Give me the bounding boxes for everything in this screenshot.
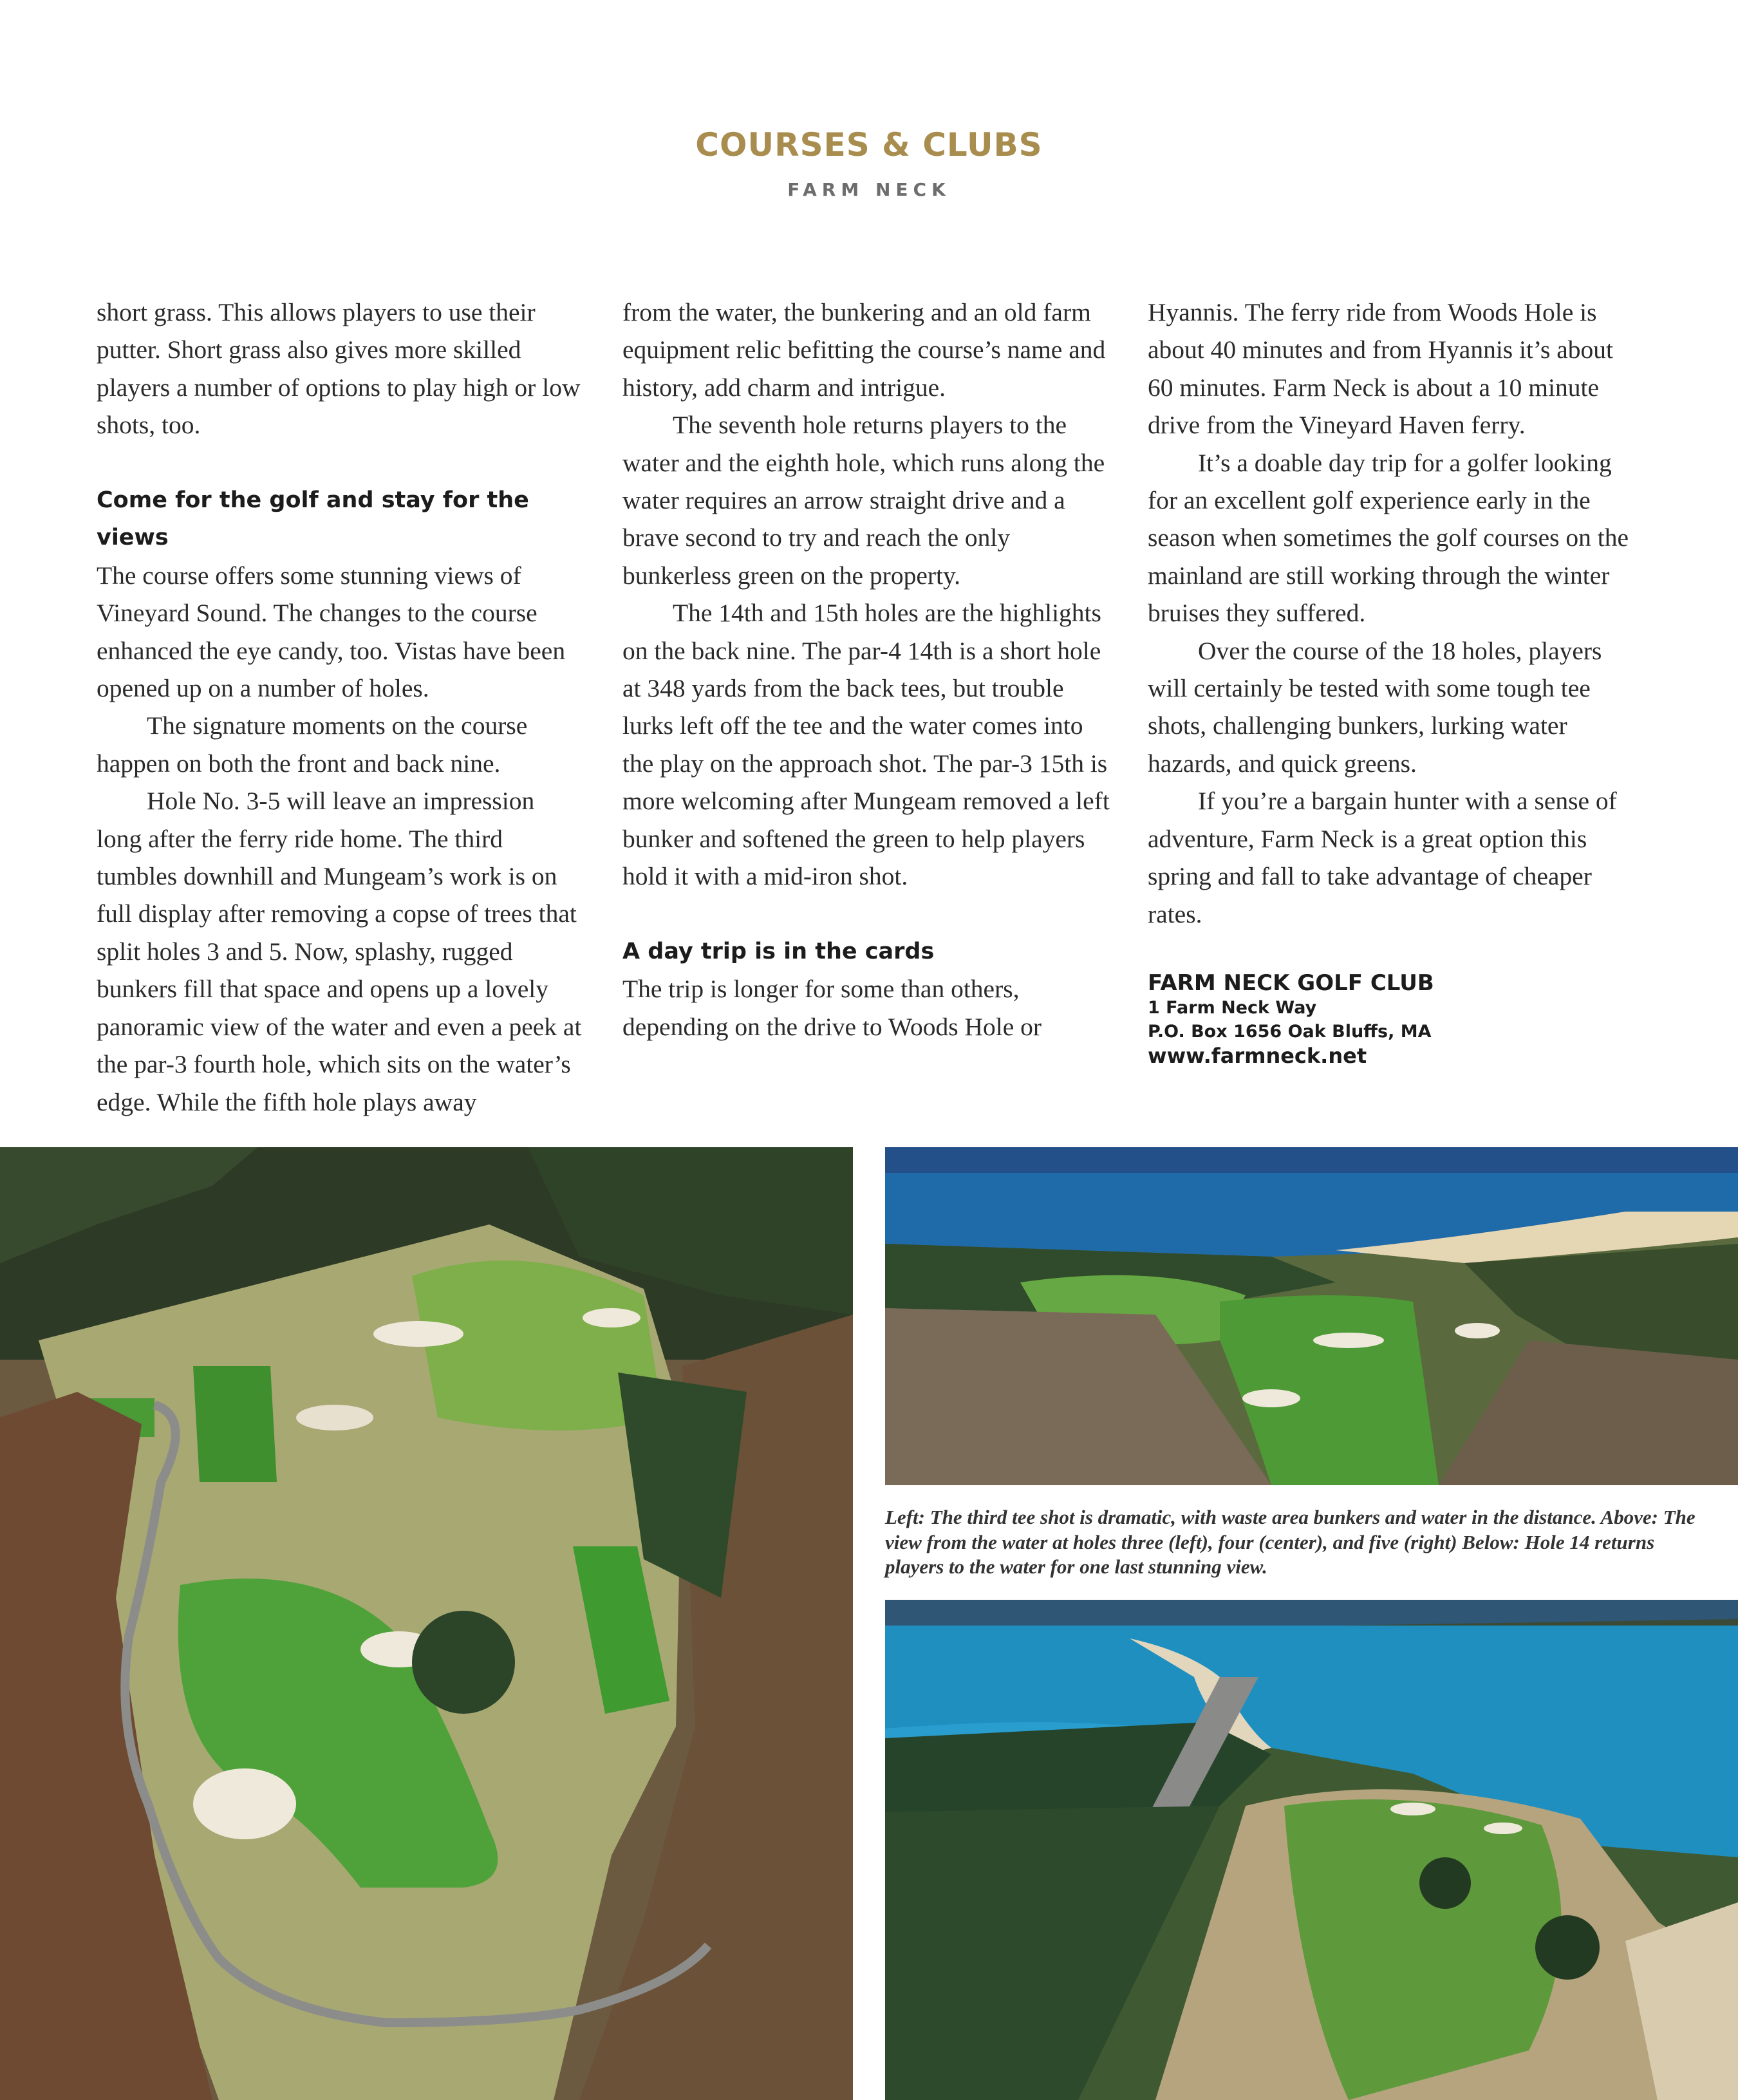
photo-caption: Left: The third tee shot is dramatic, with waste area bunkers and water in the distance. Above: The view from the water at holes three (left), four (center), and five (right) Below: Hole 14 returns players to the water for one last stunning view. bbox=[885, 1506, 1696, 1578]
club-website-link[interactable]: www.farmneck.net bbox=[1148, 1043, 1367, 1068]
paragraph: Hyannis. The ferry ride from Woods Hole is about 40 minutes and from Hyannis it’s about 60 minutes. Farm Neck is about a 10 minute drive from the Vineyard Haven ferry. bbox=[1148, 298, 1613, 440]
article-column-1 bbox=[97, 294, 586, 1121]
paragraph: The signature moments on the course happen on both the front and back nine. bbox=[97, 711, 528, 778]
paragraph: The 14th and 15th holes are the highlights on the back nine. The par-4 14th is a short hole at 348 yards from the back tees, but trouble lurks left off the tee and the water comes into the play on the approach shot. The par-3 15th is more welcoming after Mungeam removed a left bunker and softened the green to help players hold it with a mid-iron shot. bbox=[622, 599, 1110, 891]
paragraph: If you’re a bargain hunter with a sense of adventure, Farm Neck is a great option this spring and fall to take advantage of cheaper rates. bbox=[1148, 787, 1617, 928]
aerial-photo-holes-three-four-five bbox=[885, 1147, 1738, 1485]
subheading-day-trip: A day trip is in the cards bbox=[622, 938, 935, 964]
paragraph: The course offers some stunning views of Vineyard Sound. The changes to the course enhanced the eye candy, too. Vistas have been opened up on a number of holes. bbox=[97, 561, 566, 703]
aerial-photo-hole-fourteen-image bbox=[885, 1600, 1738, 2100]
section-subtitle: FARM NECK bbox=[787, 179, 951, 200]
paragraph: Hole No. 3-5 will leave an impression long after the ferry ride home. The third tumbles downhill and Mungeam’s work is on full display after removing a copse of trees that split holes 3 and 5. Now, splashy, rugged bunkers fill that space and opens up a lovely panoramic view of the water and even a peek at the par-3 fourth hole, which sits on the water’s edge. While the fifth hole plays away bbox=[97, 787, 582, 1116]
club-address-line-1: 1 Farm Neck Way bbox=[1148, 997, 1317, 1018]
section-title: COURSES & CLUBS bbox=[695, 126, 1043, 164]
club-info-block bbox=[1148, 970, 1637, 1068]
aerial-photo-third-hole-image bbox=[0, 1147, 853, 2100]
article-column-3 bbox=[1148, 294, 1637, 1068]
club-name: FARM NECK GOLF CLUB bbox=[1148, 970, 1434, 996]
aerial-photo-holes-three-four-five-image bbox=[885, 1147, 1738, 1485]
paragraph: The trip is longer for some than others, depending on the drive to Woods Hole or bbox=[622, 975, 1042, 1041]
paragraph: from the water, the bunkering and an old farm equipment relic befitting the course’s name and history, add charm and intrigue. bbox=[622, 298, 1106, 402]
paragraph: Over the course of the 18 holes, players will certainly be tested with some tough tee shots, challenging bunkers, lurking water hazards, and quick greens. bbox=[1148, 636, 1602, 778]
paragraph: The seventh hole returns players to the water and the eighth hole, which runs along the water requires an arrow straight drive and a brave second to try and reach the only bunkerless green on the property. bbox=[622, 411, 1105, 590]
paragraph: It’s a doable day trip for a golfer looking for an excellent golf experience early in the season when sometimes the golf courses on the mainland are still working through the winter bruises they suffered. bbox=[1148, 448, 1629, 628]
subheading-views: Come for the golf and stay for the views bbox=[97, 487, 529, 551]
article-column-2 bbox=[622, 294, 1112, 1045]
paragraph: short grass. This allows players to use their putter. Short grass also gives more skilled players a number of options to play high or low shots, too. bbox=[97, 298, 581, 440]
aerial-photo-third-hole bbox=[0, 1147, 853, 2100]
club-address-line-2: P.O. Box 1656 Oak Bluffs, MA bbox=[1148, 1021, 1432, 1042]
aerial-photo-hole-fourteen bbox=[885, 1600, 1738, 2100]
